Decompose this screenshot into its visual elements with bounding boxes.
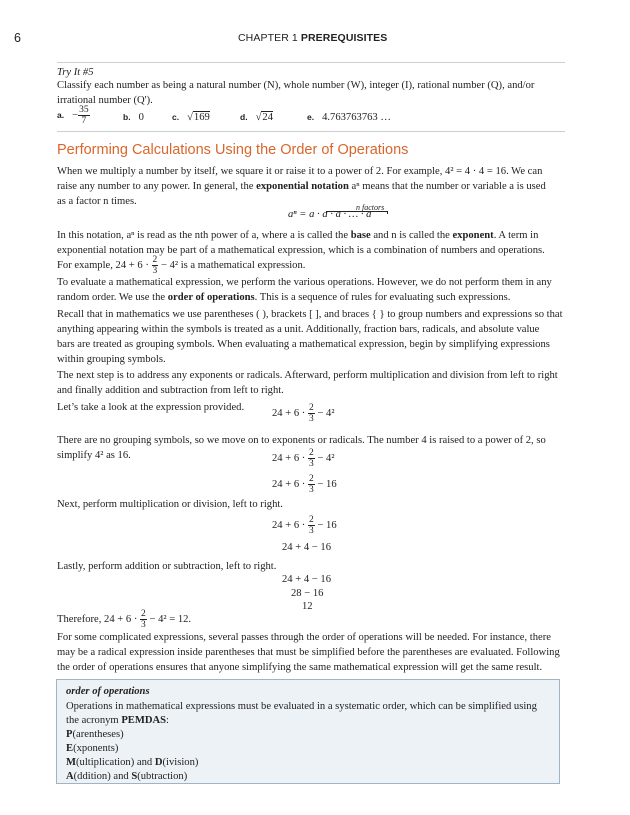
p1-line2 bbox=[57, 179, 546, 194]
choice-c-radicand: 169 bbox=[193, 112, 210, 123]
choice-a-sign: − bbox=[72, 109, 79, 121]
try-it-text-line1: Classify each number as being a natural number (N), whole number (W), integer (I), rational number (Q), and/or bbox=[57, 80, 535, 91]
expr-post: − 4² bbox=[317, 452, 335, 464]
chapter-title: PREREQUISITES bbox=[300, 32, 388, 44]
p3-line2-c: . This is a sequence of rules for evaluating such expressions. bbox=[254, 292, 511, 303]
frac-numerator: 2 bbox=[152, 255, 158, 265]
choice-a-denominator: 7 bbox=[78, 115, 90, 126]
expr-pre: 24 + 6 · bbox=[272, 452, 306, 464]
p5-line1: The next step is to address any exponents or radicals. Afterward, perform multiplication and division from left to right bbox=[57, 370, 558, 381]
p3-line2-a: random order. We use the bbox=[57, 292, 168, 303]
frac-denominator: 3 bbox=[152, 266, 158, 276]
expr-fraction bbox=[308, 474, 315, 495]
choice-c bbox=[172, 112, 210, 123]
choice-a-label: a. bbox=[57, 109, 65, 120]
p2-line1 bbox=[57, 228, 538, 243]
pemdas-e bbox=[66, 743, 118, 754]
choice-c-sqrt: √169 bbox=[187, 112, 210, 123]
page-number: 6 bbox=[14, 31, 21, 45]
frac-numerator: 2 bbox=[309, 448, 314, 458]
expr-fraction bbox=[308, 515, 315, 536]
frac-numerator: 2 bbox=[309, 474, 314, 484]
expr-pre: 24 + 6 · bbox=[272, 478, 306, 490]
chapter-header bbox=[238, 32, 387, 44]
p1-line1: When we multiply a number by itself, we square it or raise it to a power of 2. For example, 4² = 4 · 4 = 16. We can bbox=[57, 166, 543, 177]
p11-line2: may be a radical expression inside parentheses that must be simplified before the parentheses are evaluated. Following bbox=[57, 647, 560, 658]
p1-line3: as a factor n times. bbox=[57, 196, 137, 207]
choice-e bbox=[307, 112, 391, 123]
p10-line bbox=[57, 609, 191, 630]
definition-line2-a: the acronym bbox=[66, 715, 122, 726]
choice-c-label: c. bbox=[172, 112, 180, 122]
p10-b: − 4² = 12. bbox=[149, 613, 192, 625]
pemdas-e-letter: E bbox=[66, 743, 74, 754]
pemdas-d-letter: D bbox=[154, 757, 163, 768]
frac-denominator: 3 bbox=[141, 620, 146, 630]
choice-a bbox=[57, 105, 90, 126]
choice-e-label: e. bbox=[307, 112, 315, 122]
expr-pre: 24 + 6 · bbox=[272, 519, 306, 531]
definition-line2 bbox=[66, 715, 169, 726]
choice-d-sqrt: √24 bbox=[255, 112, 273, 123]
pemdas-p-letter: P bbox=[66, 729, 73, 740]
choice-a-numerator: 35 bbox=[79, 105, 89, 115]
try-it-text-line2: irrational number (Q'). bbox=[57, 95, 153, 106]
p4-line1: Recall that in mathematics we use parentheses ( ), brackets [ ], and braces { } to group numbers and expressions so that bbox=[57, 309, 563, 320]
p5-line2: and finally addition and subtraction from left to right. bbox=[57, 385, 284, 396]
definition-line2-c: : bbox=[166, 715, 169, 726]
term-exponent: exponent bbox=[452, 230, 494, 241]
frac-denominator: 3 bbox=[309, 485, 314, 495]
p1-line2-c: aⁿ means that the number or variable a is used bbox=[348, 181, 546, 192]
p2-fraction bbox=[152, 255, 159, 276]
p3-line2 bbox=[57, 290, 510, 305]
p7-line2: simplify 4² as 16. bbox=[57, 450, 131, 461]
expression-step7: 28 − 16 bbox=[291, 588, 324, 599]
pemdas-e-rest: (xponents) bbox=[73, 743, 119, 754]
p1-line2-a: raise any number to any power. In general, the bbox=[57, 181, 257, 192]
choice-b-label: b. bbox=[123, 112, 131, 122]
pemdas-s-letter: S bbox=[131, 771, 138, 782]
acronym-pemdas: PEMDAS bbox=[121, 715, 167, 726]
pemdas-md bbox=[66, 757, 198, 768]
definition-box bbox=[56, 679, 560, 784]
p2-line3 bbox=[57, 255, 305, 276]
pemdas-a-letter: A bbox=[66, 771, 74, 782]
frac-numerator: 2 bbox=[309, 515, 314, 525]
p4-line2: anything appearing within the symbols is treated as a unit. Additionally, fraction bars, radicals, and absolute value bbox=[57, 324, 540, 335]
frac-denominator: 3 bbox=[309, 459, 314, 469]
choice-d-radicand: 24 bbox=[262, 112, 273, 123]
pemdas-m-rest: (ultiplication) and bbox=[76, 757, 155, 768]
frac-numerator: 2 bbox=[141, 609, 146, 619]
p2-line1-e: . A term in bbox=[493, 230, 539, 241]
p6-line1: Let’s take a look at the expression provided. bbox=[57, 402, 245, 413]
p2-line2: exponential notation may be part of a mathematical expression, which is a combination of numbers and operations. bbox=[57, 245, 545, 256]
expr-fraction bbox=[308, 403, 315, 424]
p7-line1: There are no grouping symbols, so we move on to exponents or radicals. The number 4 is raised to a power of 2, so bbox=[57, 435, 546, 446]
choice-b bbox=[123, 112, 144, 123]
try-it-bottom-rule bbox=[57, 131, 565, 132]
pemdas-as bbox=[66, 771, 187, 782]
n-factors-brace bbox=[326, 211, 388, 214]
expression-step1 bbox=[272, 403, 335, 424]
p11-line1: For some complicated expressions, several passes through the order of operations will be needed. For instance, there bbox=[57, 632, 551, 643]
p2-line3-b: − 4² is a mathematical expression. bbox=[160, 259, 306, 271]
p2-line3-a: For example, 24 + 6 · bbox=[57, 259, 149, 271]
try-it-title: Try It #5 bbox=[57, 67, 94, 78]
expr-post: − 16 bbox=[317, 478, 337, 490]
pemdas-m-letter: M bbox=[66, 757, 76, 768]
p10-fraction bbox=[140, 609, 147, 630]
p3-line1: To evaluate a mathematical expression, we perform the various operations. However, we do not perform them in any bbox=[57, 277, 552, 288]
expr-post: − 4² bbox=[317, 407, 335, 419]
expression-step6: 24 + 4 − 16 bbox=[282, 574, 332, 585]
expr-pre: 24 + 6 · bbox=[272, 407, 306, 419]
p10-a: Therefore, 24 + 6 · bbox=[57, 613, 138, 625]
choice-b-value: 0 bbox=[138, 112, 144, 123]
frac-denominator: 3 bbox=[309, 414, 314, 424]
expression-step3 bbox=[272, 474, 337, 495]
expression-step4 bbox=[272, 515, 337, 536]
p11-line3: the order of operations ensures that anyone simplifying the same mathematical expression will get the same result. bbox=[57, 662, 543, 673]
frac-numerator: 2 bbox=[309, 403, 314, 413]
p2-line1-a: In this notation, aⁿ is read as the nth power of a, where a is called the bbox=[57, 230, 351, 241]
section-title: Performing Calculations Using the Order of Operations bbox=[57, 142, 409, 158]
pemdas-p bbox=[66, 729, 124, 740]
choice-a-fraction bbox=[78, 105, 90, 126]
pemdas-d-rest: (ivision) bbox=[162, 757, 199, 768]
pemdas-p-rest: (arentheses) bbox=[72, 729, 124, 740]
choice-e-value: 4.763763763 … bbox=[322, 112, 391, 123]
pemdas-s-rest: (ubtraction) bbox=[137, 771, 188, 782]
choice-d-label: d. bbox=[240, 112, 248, 122]
p8-line1: Next, perform multiplication or division, left to right. bbox=[57, 499, 283, 510]
p9-line1: Lastly, perform addition or subtraction, left to right. bbox=[57, 561, 277, 572]
expression-result: 12 bbox=[302, 601, 313, 612]
p4-line4: within grouping symbols. bbox=[57, 354, 166, 365]
exponent-equation: aⁿ = a · a · a · … · a bbox=[288, 209, 372, 220]
expression-step2 bbox=[272, 448, 335, 469]
definition-line1: Operations in mathematical expressions must be evaluated in a systematic order, which can be simplified using bbox=[66, 701, 537, 712]
definition-title: order of operations bbox=[66, 686, 150, 697]
term-order-of-operations: order of operations bbox=[167, 292, 255, 303]
pemdas-a-rest: (ddition) and bbox=[73, 771, 132, 782]
n-factors-label: n factors bbox=[356, 203, 385, 212]
expression-step5: 24 + 4 − 16 bbox=[282, 542, 332, 553]
p4-line3: bars are treated as grouping symbols. When evaluating a mathematical expression, begin by simplifying expressions bbox=[57, 339, 550, 350]
expr-post: − 16 bbox=[317, 519, 337, 531]
choice-d bbox=[240, 112, 273, 123]
chapter-label: CHAPTER 1 bbox=[238, 32, 298, 44]
expr-fraction bbox=[308, 448, 315, 469]
term-base: base bbox=[350, 230, 371, 241]
term-exponential-notation: exponential notation bbox=[256, 181, 349, 192]
try-it-top-rule bbox=[57, 62, 565, 63]
frac-denominator: 3 bbox=[309, 526, 314, 536]
p2-line1-c: and n is called the bbox=[370, 230, 453, 241]
